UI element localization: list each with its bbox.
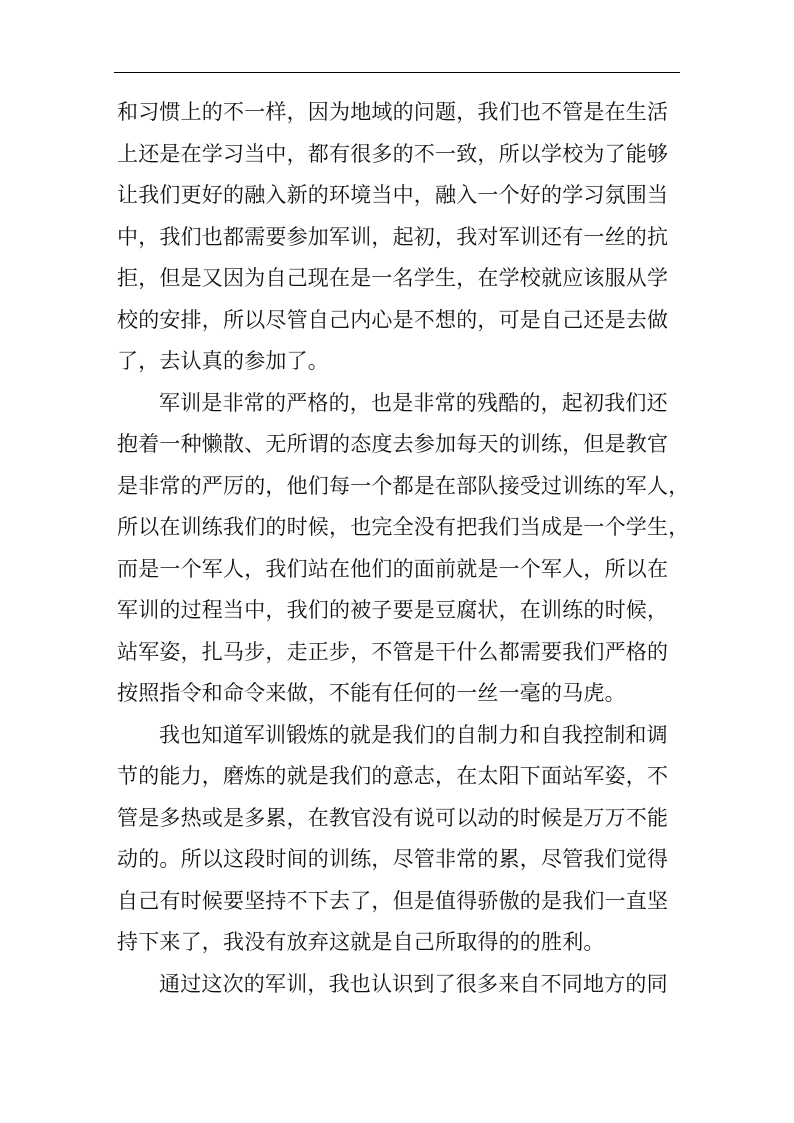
text-line: 是非常的严厉的，他们每一个都是在部队接受过训练的军人，	[117, 473, 690, 498]
document-body	[117, 92, 690, 1005]
text-line: 而是一个军人，我们站在他们的面前就是一个军人，所以在	[117, 556, 669, 581]
paragraph-3	[117, 715, 683, 964]
text-line: 按照指令和命令来做，不能有任何的一丝一毫的马虎。	[117, 681, 626, 705]
text-line: 管是多热或是多累，在教官没有说可以动的时候是万万不能	[117, 805, 669, 830]
text-line: 校的安排，所以尽管自己内心是不想的，可是自己还是去做	[117, 307, 669, 332]
text-line: 动的。所以这段时间的训练，尽管非常的累，尽管我们觉得	[117, 847, 669, 871]
text-line: 抱着一种懒散、无所谓的态度去参加每天的训练，但是教官	[117, 432, 669, 456]
text-line: 了，去认真的参加了。	[117, 349, 329, 373]
text-line: 上还是在学习当中，都有很多的不一致，所以学校为了能够	[117, 141, 669, 166]
text-line: 军训的过程当中，我们的被子要是豆腐状，在训练的时候，	[117, 598, 669, 622]
paragraph-1	[117, 92, 683, 383]
text-line: 持下来了，我没有放弃这就是自己所取得的的胜利。	[117, 930, 605, 954]
text-line: 我也知道军训锻炼的就是我们的自制力和自我控制和调	[159, 722, 668, 747]
text-line: 站军姿，扎马步，走正步，不管是干什么都需要我们严格的	[117, 639, 669, 664]
text-line: 让我们更好的融入新的环境当中，融入一个好的学习氛围当	[117, 183, 669, 207]
text-line: 通过这次的军训，我也认识到了很多来自不同地方的同	[159, 971, 668, 996]
text-line: 军训是非常的严格的，也是非常的残酷的，起初我们还	[159, 390, 668, 415]
text-line: 中，我们也都需要参加军训，起初，我对军训还有一丝的抗	[117, 224, 669, 249]
paragraph-2	[117, 383, 690, 715]
text-line: 节的能力，磨炼的就是我们的意志，在太阳下面站军姿，不	[117, 764, 669, 788]
header-rule	[114, 72, 680, 73]
text-line: 自己有时候要坚持不下去了，但是值得骄傲的是我们一直坚	[117, 888, 669, 913]
text-line: 和习惯上的不一样，因为地域的问题，我们也不管是在生活	[117, 100, 669, 124]
text-line: 拒，但是又因为自己现在是一名学生，在学校就应该服从学	[117, 266, 669, 290]
text-line: 所以在训练我们的时候，也完全没有把我们当成是一个学生，	[117, 515, 690, 539]
paragraph-4	[117, 964, 683, 1006]
